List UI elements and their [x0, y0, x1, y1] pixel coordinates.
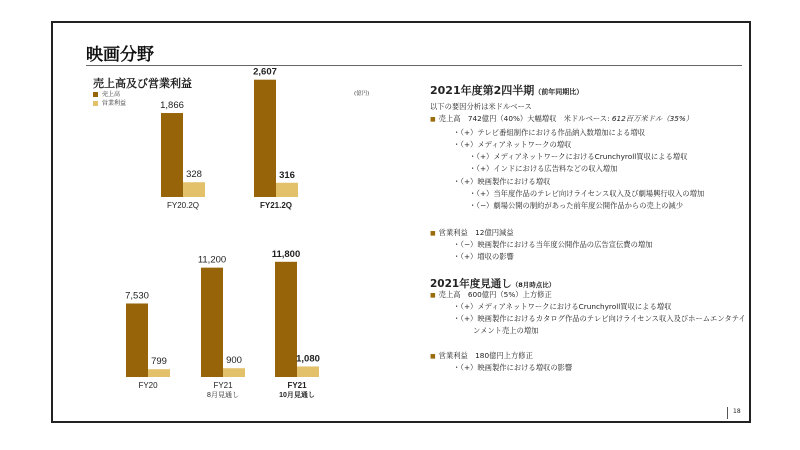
category-label: FY21	[213, 381, 233, 390]
q2-item: ・（+）映画製作における増収	[453, 177, 551, 186]
data-label: 900	[226, 355, 242, 367]
bullet-icon: ■	[430, 116, 436, 123]
q2-item: ・（+）当年度作品のテレビ向けライセンス収入及び劇場興行収入の増加	[469, 189, 705, 198]
unit-label: (億円)	[354, 91, 370, 97]
bar-charts	[53, 23, 753, 425]
q2-item: ・（+）メディアネットワークの増収	[453, 140, 572, 149]
page-number: 18	[733, 408, 741, 415]
bullet-icon: ■	[430, 292, 436, 299]
q2-item: ・（+）インドにおける広告料などの収入増加	[469, 164, 618, 173]
q2-item: ・（+）メディアネットワークにおけるCrunchyroll買収による増収	[469, 152, 688, 161]
chart-heading: 売上高及び営業利益	[93, 77, 192, 90]
fy-item: ・（+）映画製作におけるカタログ作品のテレビ向けライセンス収入及びホームエンタテイ	[453, 314, 746, 323]
category-label: FY21.2Q	[259, 201, 293, 210]
data-label: 316	[279, 169, 295, 181]
data-label: 1,080	[296, 353, 320, 365]
data-label: 7,530	[125, 290, 149, 302]
category-label: FY21	[287, 381, 307, 390]
bar-op-income	[297, 366, 319, 377]
fy-sales-line	[430, 290, 552, 300]
legend-label-sales: 売上高	[102, 91, 121, 98]
fy-title-sub: （8月時点比）	[511, 281, 556, 289]
bar-op-income	[276, 183, 298, 197]
fy-item: ンメント売上の増加	[473, 326, 539, 335]
category-label: 8月見通し	[207, 392, 239, 399]
data-label: 799	[151, 356, 167, 368]
bar-op-income	[148, 369, 170, 377]
q2-item: ・（−）劇場公開の制約があった前年度公開作品からの売上の減少	[469, 201, 683, 210]
legend-label-op-income: 営業利益	[102, 100, 127, 107]
bullet-icon: ■	[430, 353, 436, 360]
q2-sales-text: 売上高 742億円（40%）大幅増収 米ドルベース:	[438, 114, 612, 123]
q2-sales-usd: 612百万米ドル（35%）	[611, 114, 694, 123]
data-label: 2,607	[253, 66, 277, 78]
q2-op-item: ・（−）映画製作における当年度公開作品の広告宣伝費の増加	[453, 240, 653, 249]
bar-op-income	[223, 368, 245, 377]
bar-sales	[161, 113, 183, 197]
fy-heading	[430, 276, 555, 291]
bar-sales	[201, 268, 223, 377]
category-label: 10月見通し	[279, 392, 315, 399]
q2-op-text: 営業利益 12億円減益	[438, 228, 514, 237]
q2-note: 以下の要因分析は米ドルベース	[430, 102, 532, 111]
bar-sales	[126, 303, 148, 377]
data-label: 11,200	[197, 254, 227, 266]
q2-item: ・（+）テレビ番組制作における作品納入数増加による増収	[453, 128, 646, 137]
page-number-divider	[727, 407, 728, 419]
q2-title: 2021年度第2四半期	[430, 84, 535, 97]
bar-sales	[275, 262, 297, 377]
q2-heading	[430, 82, 583, 98]
slide-title: 映画分野	[86, 45, 154, 65]
q2-sales-line	[430, 114, 693, 124]
bar-sales	[254, 80, 276, 197]
bullet-icon: ■	[430, 230, 436, 237]
slide	[51, 21, 751, 423]
fy-sales-text: 売上高 600億円（5%）上方修正	[438, 290, 552, 299]
bar-op-income	[183, 182, 205, 197]
q2-op-item: ・（+）増収の影響	[453, 252, 514, 261]
q2-title-sub: （前年同期比）	[534, 88, 584, 96]
data-label: 328	[186, 169, 202, 181]
category-label: FY20.2Q	[166, 201, 200, 210]
fy-op-line	[430, 351, 533, 361]
q2-op-line	[430, 228, 514, 238]
category-label: FY20	[138, 381, 158, 390]
fy-op-text: 営業利益 180億円上方修正	[438, 351, 533, 360]
data-label: 1,866	[160, 100, 184, 112]
data-label: 11,800	[271, 248, 301, 260]
fy-item: ・（+）メディアネットワークにおけるCrunchyroll買収による増収	[453, 302, 672, 311]
fy-title: 2021年度見通し	[430, 278, 512, 290]
fy-op-item: ・（+）映画製作における増収の影響	[453, 363, 573, 372]
